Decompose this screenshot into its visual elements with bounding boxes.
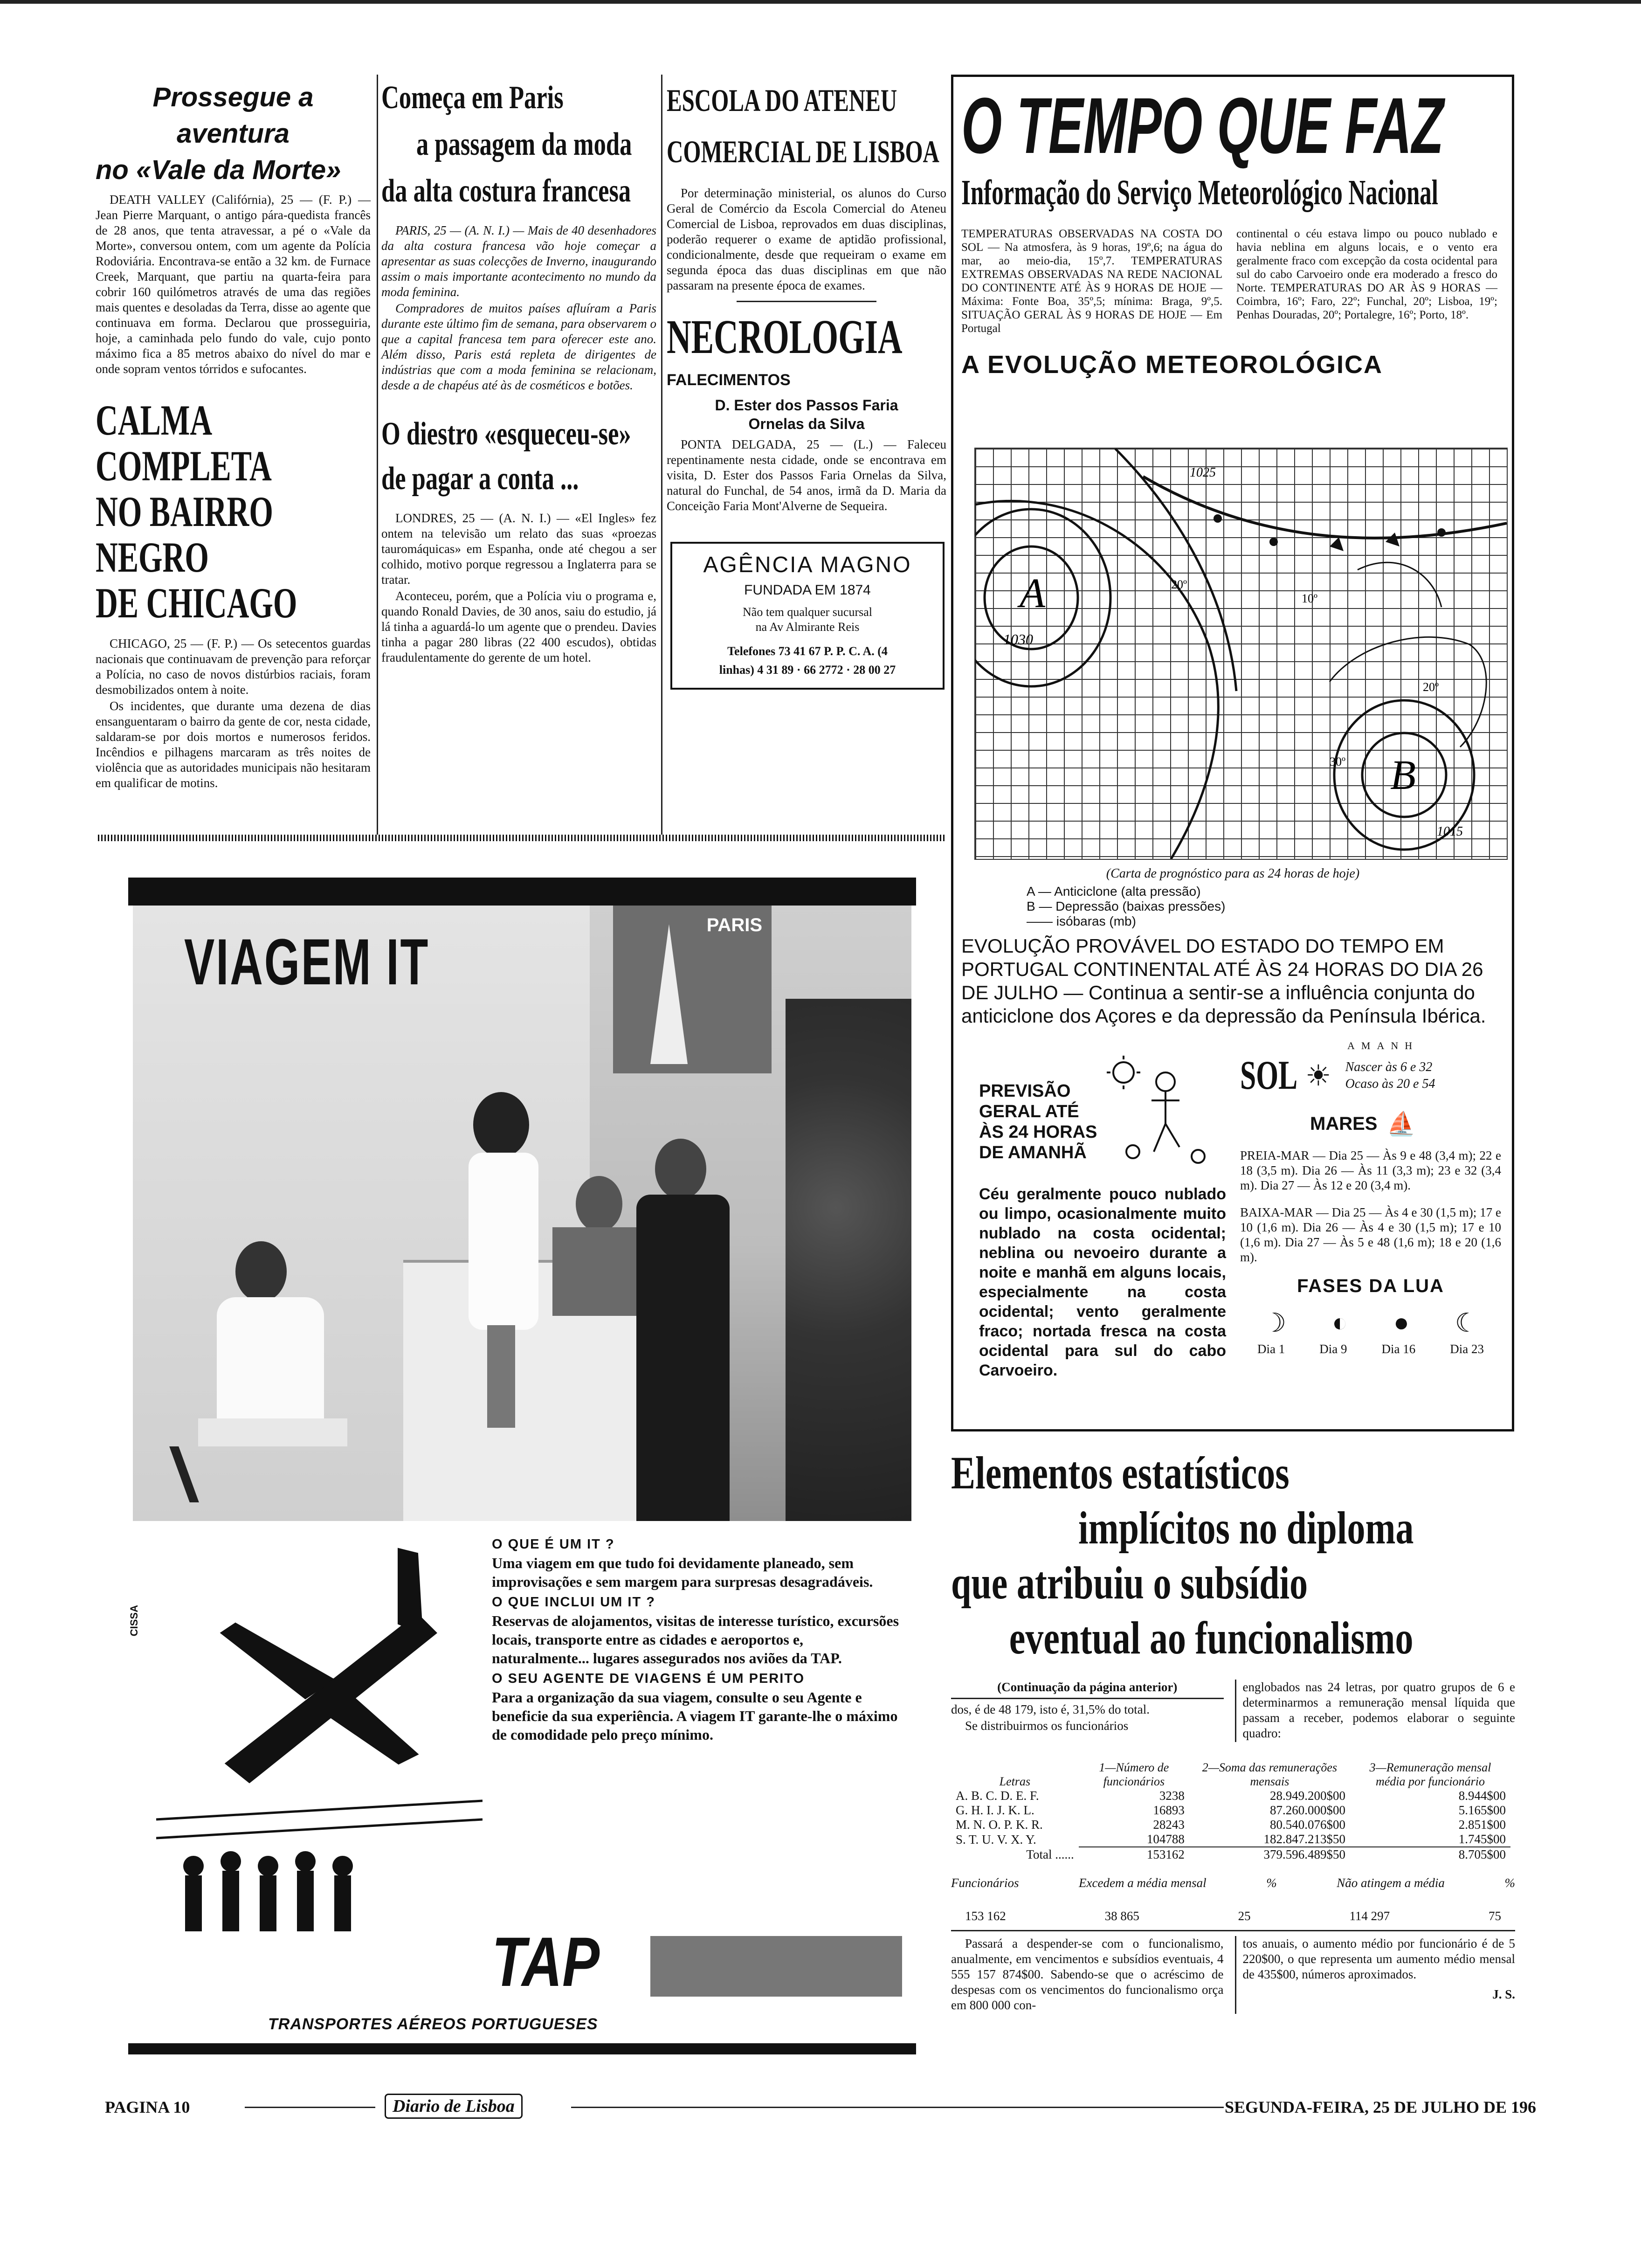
paris-sign: PARIS	[706, 915, 762, 935]
front-line	[1143, 477, 1507, 538]
forecast-title	[979, 1081, 1097, 1163]
stats-subvalues	[951, 1909, 1515, 1923]
paragraph: DEATH VALLEY (Califórnia), 25 — (F. P.) — Jean Pierre Marquant, o antigo pára-quedista francês de 28 anos, que tenta atravessar, a pé o «Vale da Morte», conversou ontem, com um agente da Polícia Rodoviária. Encontrava-se então a 32 km. de Furnace Creek, Marquant, que partiu na quarta-feira para cobrir 160 quilómetros através de uma das regiões mais quentes e desoladas da Terra, disse ao agente que continuava em forma. Declarou que prosseguiria, hoje, a caminhada pelo fundo do vale, cujo ponto máximo fica a 85 metros abaixo do nível do mar e onde sopram ventos tórridos e sufocantes.	[96, 193, 371, 376]
story-death-valley	[96, 192, 371, 377]
map-label-b: B	[1390, 752, 1416, 798]
ad-text	[492, 1535, 902, 1744]
sun-times	[1345, 1059, 1435, 1093]
headline-line: O diestro «esqueceu-se»	[381, 416, 631, 452]
name-line: Ornelas da Silva	[748, 415, 865, 432]
ad-tap	[128, 878, 916, 2057]
map-legend	[1027, 884, 1504, 929]
ad-question: O QUE INCLUI UM IT ?	[492, 1595, 655, 1610]
stats-intro	[951, 1680, 1515, 1742]
ad-top-bar	[128, 878, 916, 906]
ad-side-mark: CISSA	[128, 1605, 140, 1637]
runway-line	[156, 1819, 483, 1838]
moon-last-quarter-icon: ☾	[1455, 1309, 1478, 1338]
sunset: Ocaso às 20 e 54	[1345, 1076, 1435, 1091]
sol-block	[1240, 1040, 1501, 1356]
ad-note	[677, 605, 938, 635]
cell: 5.165$00	[1458, 1803, 1506, 1817]
forecast-text: Céu geralmente pouco nublado ou limpo, ocasionalmente muito nublado na costa ocidental; neblina ou nevoeiro durante a noite e manhã em alguns locais, especialmente na costa ocidental; vento geralmente fraco; nortada fresca na costa ocidental para sul do cabo Carvoeiro.	[979, 1185, 1226, 1379]
headline-line: COMERCIAL DE LISBOA	[667, 134, 939, 169]
headline-line: no «Vale da Morte»	[96, 155, 341, 185]
coastline	[1330, 637, 1486, 747]
ad-phones	[677, 642, 938, 679]
evolution-text: EVOLUÇÃO PROVÁVEL DO ESTADO DO TEMPO EM PORTUGAL CONTINENTAL ATÉ ÀS 24 HORAS DO DIA 26 DE JULHO — Continua a sentir-se a influência conjunta do anticiclone dos Açores e da depressão da Península Ibérica.	[961, 935, 1486, 1027]
sol-label: SOL	[1240, 1053, 1298, 1098]
front-marker	[1269, 538, 1278, 546]
col-header: 1—Número de funcionários	[1099, 1761, 1169, 1788]
headline-line: Começa em Paris	[381, 80, 564, 116]
headline-paris	[381, 75, 661, 214]
moon-full-icon: ◐	[1332, 1308, 1348, 1337]
headline-line: ESCOLA DO ATENEU	[667, 83, 897, 118]
col1	[96, 79, 371, 792]
ad-photo	[133, 906, 911, 1521]
moon-day: Dia 23	[1450, 1342, 1484, 1356]
stats-article	[951, 1445, 1515, 2014]
cell: 87.260.000$00	[1269, 1803, 1345, 1817]
weather-title: O TEMPO QUE FAZ	[961, 82, 1444, 170]
cell: 2.851$00	[1458, 1818, 1506, 1832]
airplane-tail	[399, 1549, 422, 1633]
paragraph: CHICAGO, 25 — (F. P.) — Os setecentos guardas nacionais que continuavam de prevenção para reforçar a Polícia, no caso de novos distúrbios raciais, foram desmobilizados ontem à noite.	[96, 636, 371, 697]
headline-aventura	[96, 79, 371, 188]
headline-line: NO BAIRRO NEGRO	[96, 488, 273, 581]
ad-bottom-bar	[128, 2043, 916, 2054]
weather-lower	[961, 866, 1504, 1028]
story-ponta-delgada	[667, 437, 946, 514]
sub-header: %	[1504, 1876, 1515, 1890]
paragraph: Passará a despender-se com o funcionalismo, anualmente, em vencimentos e subsídios eventuais, 4 555 157 874$00. Sabendo-se que o acréscimo de despesas com os vencimentos do funcionalismo orça em 800 000 con-	[951, 1936, 1224, 2012]
sub-value: 38 865	[1104, 1909, 1139, 1923]
stats-headline	[951, 1445, 1515, 1666]
ad-photo-person-seated	[179, 1241, 357, 1502]
cell: S. T. U. V. X. Y.	[956, 1832, 1036, 1846]
cell: G. H. I. J. K. L.	[956, 1803, 1034, 1817]
map-label-temp: 20º	[1171, 578, 1187, 591]
sub-header: %	[1266, 1876, 1277, 1890]
moon-days	[1240, 1342, 1501, 1356]
footer-rule	[245, 2107, 375, 2108]
ad-title: AGÊNCIA MAGNO	[703, 553, 912, 577]
paragraph: PARIS, 25 — (A. N. I.) — Mais de 40 desenhadores da alta costura francesa vão hoje começar a apresentar as suas colecções de Inverno, inaugurando assim o mais importante acontecimento no mundo da moda feminina.	[381, 223, 656, 299]
eiffel-tower-icon	[650, 924, 688, 1064]
moon-new-icon: ●	[1393, 1308, 1409, 1337]
weather-map-svg	[975, 449, 1507, 859]
sub-value: 114 297	[1349, 1909, 1390, 1923]
weather-map	[974, 448, 1508, 860]
paragraph: PONTA DELGADA, 25 — (L.) — Faleceu repentinamente nesta cidade, onde se encontrava em visita, D. Ester dos Passos Faria Ornelas da Silva, natural do Funchal, de 54 anos, irmã da D. Maria da Conceição Faria Mont'Alverne de Sequeira.	[667, 437, 946, 513]
front-marker	[1437, 528, 1446, 537]
masthead: Diario de Lisboa	[385, 2094, 523, 2119]
mares-label: MARES	[1310, 1113, 1378, 1134]
paragraph: englobados nas 24 letras, por quatro grupos de 6 e determinarmos a remuneração mensal líquida que passam a receber, podemos elaborar o seguinte quadro:	[1242, 1680, 1515, 1740]
col-header: 2—Soma das remunerações mensais	[1202, 1761, 1338, 1788]
headline-line: Elementos estatísticos	[951, 1447, 1289, 1499]
map-label-pressure: 1025	[1190, 465, 1216, 480]
headline-ateneu	[667, 75, 945, 177]
sun-icon: ☀	[1305, 1060, 1331, 1092]
footer-date: SEGUNDA-FEIRA, 25 DE JULHO DE 196	[1224, 2098, 1536, 2116]
airplane-wing	[221, 1624, 333, 1698]
legend-item: —— isóbaras (mb)	[1027, 914, 1136, 928]
paragraph: dos, é de 48 179, isto é, 31,5% do total.	[951, 1702, 1150, 1716]
story-ateneu	[667, 186, 946, 293]
stats-total-row	[951, 1847, 1510, 1862]
sub-value: 153 162	[965, 1909, 1006, 1923]
story-londres	[381, 511, 656, 665]
isobar	[1115, 449, 1236, 691]
paragraph: continental o céu estava limpo ou pouco nublado e havia neblina em alguns locais, e o vento era geralmente fraco com excepção da costa ocidental para sul do cabo Carvoeiro onde era moderado a fresco do Norte. TEMPERATURAS DO AR ÀS 9 HORAS — Coimbra, 16º; Faro, 22º; Funchal, 20º; Lisboa, 19º; Penhas Douradas, 20º; Portalegre, 16º; Porto, 18º.	[1236, 228, 1497, 321]
preia-mar: PREIA-MAR — Dia 25 — Às 9 e 48 (3,4 m); 22 e 18 (3,5 m). Dia 26 — Às 11 (3,3 m); 23 e 32 (3,4 m). Dia 27 — Às 12 e 20 (3,4 m).	[1240, 1148, 1501, 1192]
cell: 8.944$00	[1458, 1789, 1506, 1803]
ad-answer: Para a organização da sua viagem, consulte o seu Agente e beneficie da sua experiência. A viagem IT garante-lhe o máximo de comodidade pelo preço mínimo.	[492, 1689, 898, 1743]
moon-day: Dia 16	[1381, 1342, 1416, 1356]
column-rule	[377, 75, 378, 839]
weather-inner	[961, 79, 1504, 379]
paragraph: Os incidentes, que durante uma dezena de dias ensanguentaram o bairro da gente de cor, nesta cidade, saldaram-se por dois mortos e numerosos feridos. Incêndios e pilhagens marcaram as três noites de violência que as autoridades municipais não hesitaram em qualificar de motins.	[96, 699, 371, 790]
divider	[737, 301, 876, 302]
weather-columns	[961, 227, 1504, 336]
paragraph: Se distribuirmos os funcionários	[965, 1719, 1129, 1733]
divider	[951, 1698, 1224, 1699]
moon-phases	[1240, 1308, 1501, 1338]
sub-header: Não atingem a média	[1337, 1876, 1445, 1890]
airplane-illustration	[156, 1540, 483, 1959]
map-label-temp: 20º	[1423, 680, 1439, 694]
cell: 28.949.200$00	[1269, 1789, 1345, 1803]
deceased-name	[667, 396, 946, 433]
forecast-title-line: ÀS 24 HORAS	[979, 1122, 1097, 1142]
weather-text-right	[1236, 227, 1497, 336]
page-number: PAGINA 10	[105, 2098, 190, 2116]
subhead-falecimentos: FALECIMENTOS	[667, 371, 791, 389]
runway-line	[156, 1801, 483, 1819]
map-label-temp: 30º	[1330, 755, 1346, 768]
cell: 8.705$00	[1350, 1847, 1510, 1862]
legend-item: B — Depressão (baixas pressões)	[1027, 899, 1226, 913]
cell: 28243	[1153, 1818, 1185, 1832]
cell: 379.596.489$50	[1189, 1847, 1350, 1862]
headline-diestro	[381, 412, 661, 501]
map-label-a: A	[1020, 570, 1045, 616]
ad-phone-line: Telefones 73 41 67 P. P. C. A. (4	[727, 644, 888, 658]
tap-tagline: TRANSPORTES AÉREOS PORTUGUESES	[268, 2015, 598, 2033]
tap-logo-bar	[650, 1936, 902, 1997]
moon-day: Dia 1	[1257, 1342, 1285, 1356]
stats-row	[951, 1818, 1510, 1832]
headline-line: a passagem da moda	[416, 126, 632, 162]
footer	[105, 2094, 1536, 2122]
paragraph: Compradores de muitos países afluíram a Paris durante este último fim de semana, para observarem o que a capital francesa tem para oferecer este ano. Além disso, Paris está repleta de dirigentes de indústrias que com a moda feminina se relacionam, desde a de chapéus até às de cosméticos e botões.	[381, 301, 656, 392]
ad-note-line: na Av Almirante Reis	[755, 620, 860, 634]
stats-subtable	[951, 1876, 1515, 1890]
column-rule	[661, 75, 662, 839]
paragraph: TEMPERATURAS OBSERVADAS NA COSTA DO SOL — Na atmosfera, às 9 horas, 19º,6; na água do mar, ao meio-dia, 15º,7. TEMPERATURAS EXTREMAS OBSERVADAS NA REDE NACIONAL DO CONTINENTE ATÉ ÀS 9 HORAS DE HOJE — Máxima: Fonte Boa, 35º,5; mínima: Braga, 9º,5. SITUAÇÃO GERAL ÀS 9 HORAS DE HOJE — Em Portugal	[961, 228, 1222, 335]
ad-answer: Reservas de alojamentos, visitas de interesse turístico, excursões locais, transporte entre as cidades e aeroportos e, naturalmente... lugares assegurados nos aviões da TAP.	[492, 1612, 899, 1666]
stats-table	[951, 1761, 1510, 1862]
ad-photo-poster	[613, 906, 772, 1073]
headline-line: da alta costura francesa	[381, 173, 631, 209]
paragraph: LONDRES, 25 — (A. N. I.) — «El Ingles» fez ontem na televisão um relato das suas «proezas tauromáquicas» em Espanha, onde até chegou a ser colhido, motivo porque regressou a Inglaterra para se tratar.	[381, 511, 656, 587]
divider	[951, 1930, 1515, 1931]
stats-row	[951, 1832, 1510, 1847]
map-label-temp: 10º	[1302, 592, 1318, 605]
continuation-note: (Continuação da página anterior)	[997, 1680, 1178, 1694]
paragraph: Aconteceu, porém, que a Polícia viu o programa e, quando Ronald Davies, de 30 anos, saiu do estudio, já lá tinha a aguardá-lo um agente que o prendeu. Davies tinha a pagar 280 libras (22 400 escudos), obtidas fraudulentamente do gerente de um hotel.	[381, 589, 656, 664]
headline-line: eventual ao funcionalismo	[1009, 1612, 1413, 1664]
footer-rule	[571, 2107, 1224, 2108]
amanha-label: AMANH	[1347, 1040, 1419, 1051]
tap-logo: TAP	[492, 1922, 600, 2001]
story-paris	[381, 223, 656, 393]
weather-text-left	[961, 227, 1222, 336]
stats-row	[951, 1789, 1510, 1803]
name-line: D. Ester dos Passos Faria	[715, 397, 898, 414]
cell: Total ......	[1026, 1847, 1074, 1861]
cell: A. B. C. D. E. F.	[956, 1789, 1039, 1803]
moon-day: Dia 9	[1319, 1342, 1347, 1356]
map-label-a-pressure: 1030	[1003, 631, 1033, 648]
cell: 3238	[1159, 1789, 1185, 1803]
ad-photo-title: VIAGEM IT	[184, 925, 430, 998]
sun-kids-icon	[1105, 1054, 1217, 1170]
story-chicago	[96, 636, 371, 791]
boat-icon: ⛵	[1386, 1111, 1416, 1137]
ad-founded: FUNDADA EM 1874	[744, 582, 871, 598]
coastline	[1358, 562, 1441, 607]
forecast-title-line: GERAL ATÉ	[979, 1102, 1079, 1121]
hatch-border	[98, 835, 946, 841]
paragraph: Por determinação ministerial, os alunos do Curso Geral de Comércio da Escola Comercial do Ateneu Comercial de Lisboa, reprovados em duas disciplinas, poderão requerer o exame de aptidão profissional, condicionalmente, desde que requeiram o exame em segunda época das duas disciplinas em que não passaram na presente época de exames.	[667, 186, 946, 292]
sub-header: Excedem a média mensal	[1079, 1876, 1207, 1890]
sub-value: 25	[1238, 1909, 1251, 1923]
map-label-pressure: 1015	[1437, 824, 1463, 839]
moon-first-quarter-icon: ☽	[1262, 1309, 1287, 1338]
legend-item: A — Anticiclone (alta pressão)	[1027, 884, 1201, 899]
ad-photo-person-standing-woman	[459, 1092, 543, 1428]
map-caption: (Carta de prognóstico para as 24 horas de hoje)	[1106, 866, 1360, 881]
top-rule	[0, 0, 1641, 4]
headline-line: implícitos no diploma	[1078, 1502, 1414, 1554]
signature: J. S.	[1492, 1987, 1515, 2001]
col2	[381, 75, 656, 666]
front-marker	[1330, 537, 1344, 551]
sub-value: 75	[1489, 1909, 1501, 1923]
ad-photo-person-man	[627, 1139, 739, 1521]
cell: 16893	[1153, 1803, 1185, 1817]
ad-question: O QUE É UM IT ?	[492, 1537, 615, 1552]
stats-row	[951, 1803, 1510, 1818]
headline-line: que atribuiu o subsídio	[951, 1557, 1308, 1609]
col3	[667, 75, 946, 690]
forecast-title-line: DE AMANHÃ	[979, 1143, 1087, 1162]
cell: 80.540.076$00	[1269, 1818, 1345, 1832]
headline-line: de pagar a conta ...	[381, 461, 579, 497]
front-marker	[1214, 514, 1222, 523]
ad-agencia-magno	[670, 542, 945, 690]
forecast-title-line: PREVISÃO	[979, 1081, 1071, 1101]
headline-line: CALMA COMPLETA	[96, 396, 272, 490]
map-title: A EVOLUÇÃO METEOROLÓGICA	[961, 351, 1383, 379]
cell: 1.745$00	[1458, 1832, 1506, 1846]
weather-subtitle: Informação do Serviço Meteorológico Nacional	[961, 173, 1438, 212]
col-header: Letras	[999, 1775, 1031, 1788]
stats-bottom	[951, 1936, 1515, 2014]
ad-photo-plants	[786, 999, 911, 1521]
ad-question: O SEU AGENTE DE VIAGENS É UM PERITO	[492, 1671, 805, 1686]
ad-phone-line: linhas) 4 31 89 · 66 2772 · 28 00 27	[719, 663, 896, 677]
sub-header: Funcionários	[951, 1876, 1019, 1890]
headline-chicago	[96, 397, 371, 626]
headline-line: DE CHICAGO	[96, 579, 297, 627]
headline-necrologia: NECROLOGIA	[667, 310, 903, 364]
baixa-mar: BAIXA-MAR — Dia 25 — Às 4 e 30 (1,5 m); 17 e 10 (1,6 m). Dia 26 — Às 4 e 30 (1,5 m); 17 e 10 (1,6 m). Dia 27 — Às 5 e 48 (1,6 m); 18 e 20 (1,6 m).	[1240, 1205, 1501, 1264]
front-marker	[1386, 532, 1400, 546]
col-header: 3—Remuneração mensal média por funcionário	[1369, 1761, 1491, 1788]
ad-answer: Uma viagem em que tudo foi devidamente planeado, sem improvisações e sem margem para surpresas desagradáveis.	[492, 1555, 873, 1590]
isobar	[975, 501, 1218, 859]
ad-note-line: Não tem qualquer sucursal	[743, 605, 872, 619]
sunrise: Nascer às 6 e 32	[1345, 1059, 1433, 1074]
cell: M. N. O. P. K. R.	[956, 1818, 1043, 1832]
cell: 182.847.213$50	[1263, 1832, 1345, 1846]
cell: 153162	[1079, 1847, 1189, 1862]
headline-line: Prossegue a aventura	[152, 82, 314, 149]
paragraph: tos anuais, o aumento médio por funcionário é de 5 220$00, o que representa um aumento médio mensal de 435$00, números aproximados.	[1242, 1936, 1515, 1981]
fases-lua: FASES DA LUA	[1297, 1276, 1444, 1296]
cell: 104788	[1146, 1832, 1185, 1846]
